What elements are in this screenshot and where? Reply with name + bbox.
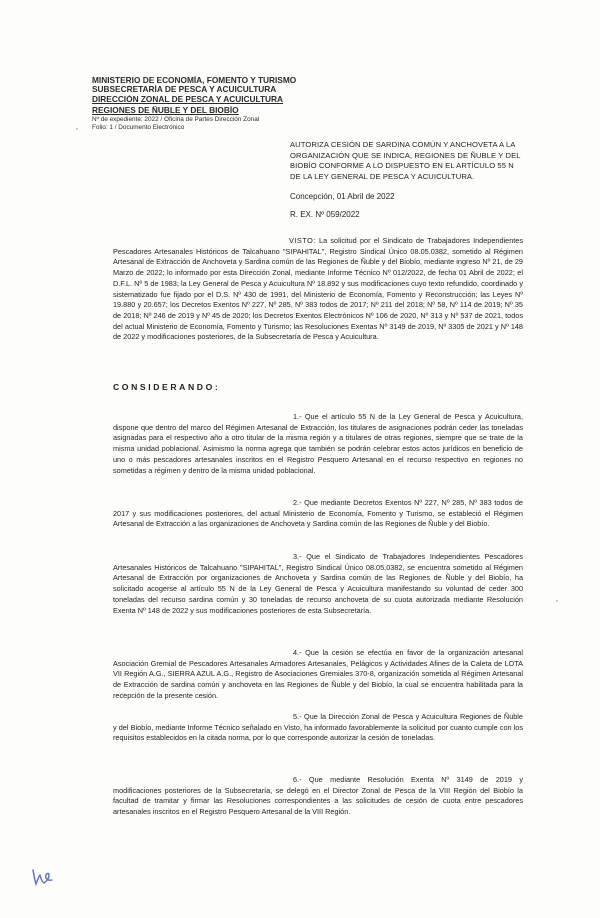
considerando-paragraph-5: 5.- Que la Dirección Zonal de Pesca y Acuicultura Regiones de Ñuble y del Biobío, mediante Informe Técnico señalado en Visto, ha informado favorablemente la solicitud por cuanto cumple con los requisitos establecidos en la citada norma, por lo que corresponde autorizar la cesión de toneladas. bbox=[113, 712, 523, 743]
reference-line-1: Nº de expediente: 2022 / Oficina de Partes Dirección Zonal bbox=[92, 116, 260, 123]
handwritten-initials bbox=[30, 866, 58, 888]
scan-speck bbox=[556, 600, 558, 602]
considerando-heading: CONSIDERANDO: bbox=[113, 382, 221, 392]
vistos-label: VISTO: bbox=[289, 236, 316, 245]
reference-line-2: Folio: 1 / Documento Electrónico bbox=[92, 124, 185, 131]
considerando-paragraph-6: 6.- Que mediante Resolución Exenta Nº 3149 de 2019 y modificaciones posteriores de la Subsecretaría, se delegó en el Director Zonal de Pesca de la VIII Región del Biobío la facultad de tramitar y firmar las Resoluciones correspondientes a las solicitudes de cesión de cuota entre pescadores artesanales inscritos en el Registro Pesquero Artesanal de la VIII Región. bbox=[113, 775, 523, 817]
considerando-paragraph-3: 3.- Que el Sindicato de Trabajadores Independientes Pescadores Artesanales Históricos de Talcahuano "SIPAHITAL", Registro Sindical Único 08.05.0382, se encuentra sometido al Régimen Artesanal de Extracción por organizaciones de Anchoveta y Sardina común de las Regiones de Ñuble y del Biobío, ha solicitado acogerse al artículo 55 N de la Ley General de Pesca y Acuicultura manifestando su voluntad de ceder 300 toneladas del recurso sardina común y 30 toneladas de recurso anchoveta de su cuota autorizada mediante Resolución Exenta Nº 148 de 2022 y sus modificaciones posteriores de esta Subsecretaría. bbox=[113, 552, 523, 615]
undersecretariat-line: SUBSECRETARÍA DE PESCA Y ACUICULTURA bbox=[92, 85, 277, 94]
regions-line: REGIONES DE ÑUBLE Y DEL BIOBÍO bbox=[92, 106, 239, 115]
considerando-paragraph-4: 4.- Que la cesión se efectúa en favor de la organización artesanal Asociación Gremial de Pescadores Artesanales Armadores Artesanales, Pelágicos y Actividades Afines de la Caleta de LOTA VII Región A.G., SIERRA AZUL A.G., Registro de Asociaciones Gremiales 370-8, organización sometida al Régimen Artesanal de Extracción de sardina común y anchoveta en las Regiones de Ñuble y del Biobío, la cual se encuentra habilitada para la recepción de la presente cesión. bbox=[113, 648, 523, 700]
scan-speck bbox=[76, 128, 78, 130]
considerando-paragraph-2: 2.- Que mediante Decretos Exentos Nº 227, Nº 285, Nº 383 todos de 2017 y sus modificaciones posteriores, del actual Ministerio de Economía, Fomento y Turismo, se estableció el Régimen Artesanal de Extracción a las organizaciones de Anchoveta y Sardina común de las Regiones de Ñuble y del Biobío. bbox=[113, 498, 523, 529]
resolution-subject: AUTORIZA CESIÓN DE SARDINA COMÚN Y ANCHOVETA A LA ORGANIZACIÓN QUE SE INDICA, REGIONES DE ÑUBLE Y DEL BIOBÍO CONFORME A LO DISPUESTO EN EL ARTÍCULO 55 N DE LA LEY GENERAL DE PESCA Y ACUICULTURA. bbox=[290, 140, 521, 181]
vistos-text: La solicitud por el Sindicato de Trabajadores Independientes Pescadores Artesanales Históricos de Talcahuano "SIPAHITAL", Registro Sindical Único 08.05.0382, sometido al Régimen Artesanal de Extracción de Anchoveta y Sardina común de las Regiones de Ñuble y del Biobío, mediante ingreso Nº 21, de 29 Marzo de 2022; lo informado por esta Dirección Zonal, mediante Informe Técnico Nº 012/2022, de fecha 01 Abril de 2022; el D.F.L. Nº 5 de 1983; la Ley General de Pesca y Acuicultura Nº 18.892 y sus modificaciones cuyo texto refundido, coordinado y sistematizado fue fijado por el D.S. Nº 430 de 1991, del Ministerio de Economía, Fomento y Reconstrucción; las Leyes Nº 19.880 y 20.657; los Decretos Exentos Nº 227, Nº 285, Nº 383 todos de 2017; Nº 211 del 2018; Nº 58, Nº 114 de 2019; Nº 35 de 2018; Nº 246 de 2019 y Nº 45 de 2020; los Decretos Exentos Electrónicos Nº 106 de 2020, Nº 313 y Nº 537 de 2021, todos del actual Ministerio de Economía, Fomento y Turismo; las Resoluciones Exentas Nº 3149 de 2019, Nº 3305 de 2021 y Nº 148 de 2022 y modificaciones posteriores, de la Subsecretaría de Pesca y Acuicultura. bbox=[113, 236, 523, 342]
city-date: Concepción, 01 Abril de 2022 bbox=[290, 192, 395, 201]
zonal-direction-line: DIRECCIÓN ZONAL DE PESCA Y ACUICULTURA bbox=[92, 95, 283, 104]
resolution-number: R. EX. Nº 059/2022 bbox=[290, 210, 360, 219]
letterhead bbox=[92, 76, 312, 131]
ministry-line: MINISTERIO DE ECONOMÍA, FOMENTO Y TURISMO bbox=[92, 76, 297, 85]
vistos-paragraph bbox=[113, 236, 523, 343]
considerando-paragraph-1: 1.- Que el artículo 55 N de la Ley General de Pesca y Acuicultura, dispone que dentro del marco del Régimen Artesanal de Extracción, los titulares de asignaciones podrán ceder las toneladas asignadas para el respectivo año a otro titular de la misma región y a titulares de otras regiones, siempre que se trate de la misma unidad poblacional. Asimismo la norma agrega que también se podrán celebrar estos actos jurídicos en beneficio de uno o más pescadores artesanales inscritos en el Registro Pesquero Artesanal en el recurso respectivo en regiones no sometidas a régimen y dentro de la misma unidad poblacional. bbox=[113, 412, 523, 475]
